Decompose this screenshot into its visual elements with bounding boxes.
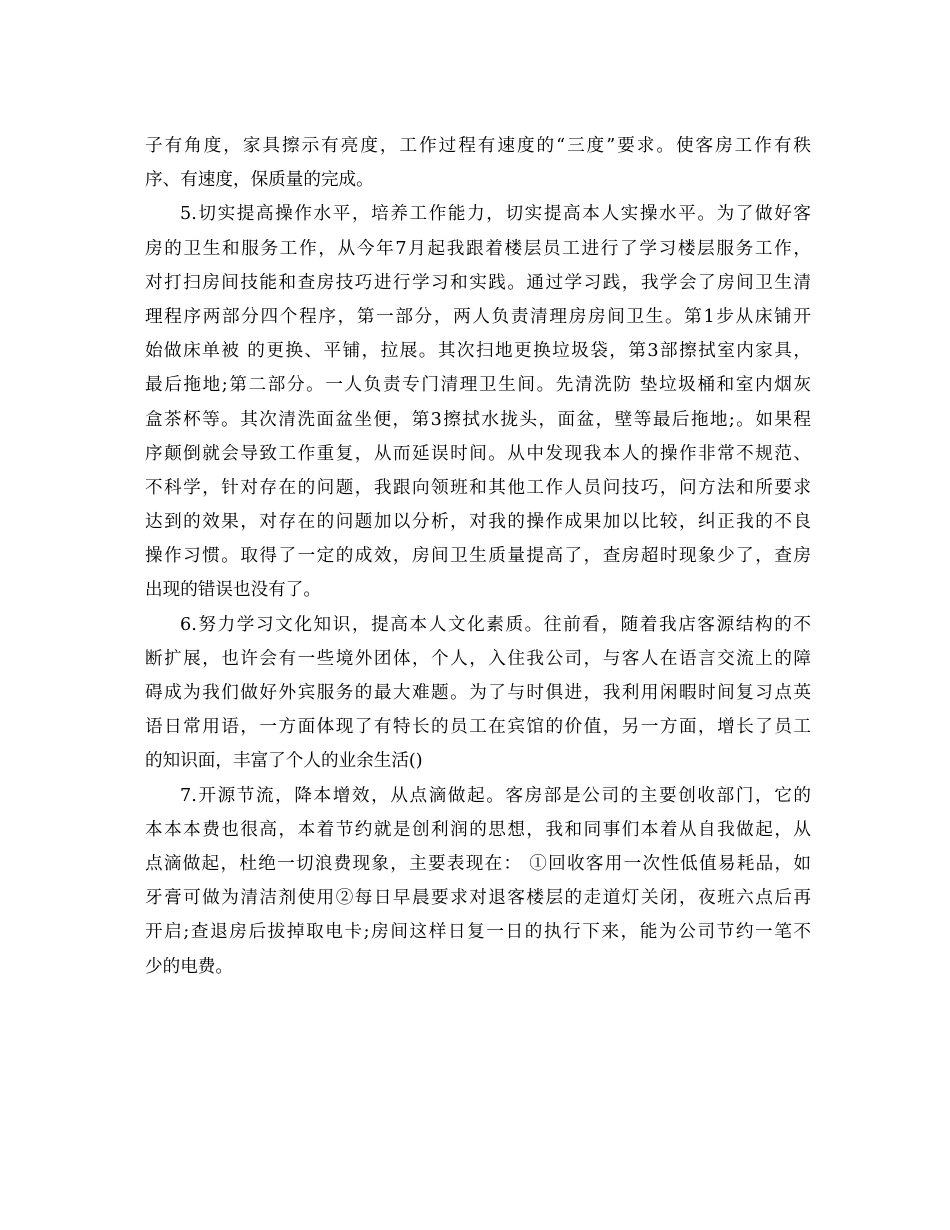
text-line: 达到的效果，对存在的问题加以分析，对我的操作成果加以比较，纠正我的不良 bbox=[145, 512, 811, 533]
text-line: 的知识面，丰富了个人的业余生活() bbox=[145, 751, 423, 772]
text-line: 点滴做起，杜绝一切浪费现象，主要表现在： ①回收客用一次性低值易耗品，如 bbox=[145, 853, 811, 874]
text-line: 序、有速度，保质量的完成。 bbox=[145, 170, 374, 191]
text-line: 子有角度，家具擦示有亮度，工作过程有速度的“三度”要求。使客房工作有秩 bbox=[145, 136, 811, 156]
text-line: 不科学，针对存在的问题，我跟向领班和其他工作人员问技巧，问方法和所要求 bbox=[145, 477, 811, 498]
text-line: 盒茶杯等。其次清洗面盆坐便，第3擦拭水拢头，面盆，壁等最后拖地;。如果程 bbox=[145, 409, 811, 430]
text-line: 最后拖地;第二部分。一人负责专门清理卫生间。先清洗防 垫垃圾桶和室内烟灰 bbox=[145, 375, 811, 396]
text-line: 对打扫房间技能和查房技巧进行学习和实践。通过学习践，我学会了房间卫生清 bbox=[145, 272, 811, 293]
paragraph-item-6 bbox=[145, 608, 811, 779]
text-line: 始做床单被 的更换、平铺，拉展。其次扫地更换垃圾袋，第3部擦拭室内家具， bbox=[145, 341, 811, 362]
paragraph-continuation bbox=[145, 129, 811, 197]
paragraph-item-5 bbox=[145, 197, 811, 607]
text-line: 本本本费也很高，本着节约就是创利润的思想，我和同事们本着从自我做起，从 bbox=[145, 819, 811, 840]
text-line: 少的电费。 bbox=[145, 956, 233, 977]
text-line: 碍成为我们做好外宾服务的最大难题。为了与时俱进，我利用闲暇时间复习点英 bbox=[145, 683, 811, 703]
text-line: 房的卫生和服务工作，从今年7月起我跟着楼层员工进行了学习楼层服务工作， bbox=[145, 238, 811, 259]
text-line: 断扩展，也许会有一些境外团体，个人，入住我公司，与客人在语言交流上的障 bbox=[145, 648, 811, 669]
text-line: 5.切实提高操作水平，培养工作能力，切实提高本人实操水平。为了做好客 bbox=[180, 204, 811, 225]
text-line: 牙膏可做为清洁剂使用②每日早晨要求对退客楼层的走道灯关闭，夜班六点后再 bbox=[145, 888, 811, 909]
text-line: 语日常用语，一方面体现了有特长的员工在宾馆的价值，另一方面，增长了员工 bbox=[145, 717, 811, 738]
text-line: 出现的错误也没有了。 bbox=[145, 580, 321, 601]
paragraph-item-7 bbox=[145, 779, 811, 984]
text-line: 开启;查退房后拔掉取电卡;房间这样日复一日的执行下来，能为公司节约一笔不 bbox=[145, 922, 811, 943]
document-body bbox=[145, 129, 811, 984]
text-line: 序颠倒就会导致工作重复，从而延误时间。从中发现我本人的操作非常不规范、 bbox=[145, 443, 811, 464]
text-line: 操作习惯。取得了一定的成效，房间卫生质量提高了，查房超时现象少了，查房 bbox=[145, 546, 811, 567]
text-line: 理程序两部分四个程序，第一部分，两人负责清理房房间卫生。第1步从床铺开 bbox=[145, 306, 811, 327]
text-line: 7.开源节流，降本增效，从点滴做起。客房部是公司的主要创收部门，它的 bbox=[180, 785, 811, 806]
text-line: 6.努力学习文化知识，提高本人文化素质。往前看，随着我店客源结构的不 bbox=[180, 614, 811, 635]
